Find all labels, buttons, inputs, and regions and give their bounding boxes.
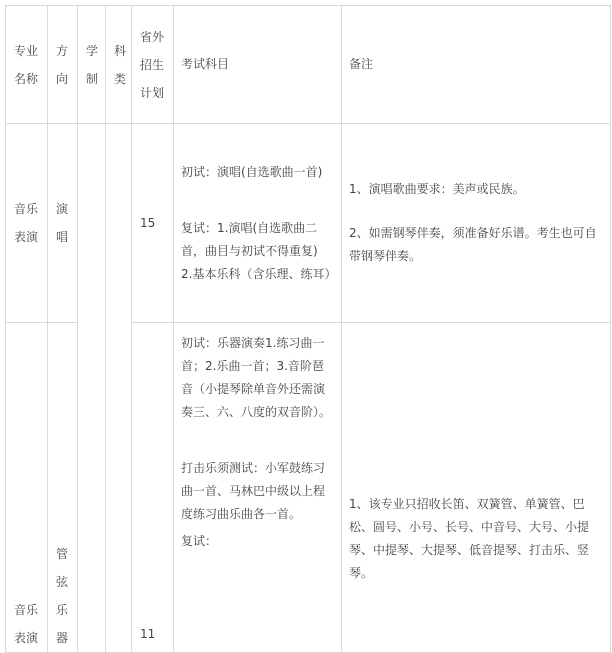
row-quota-cell: 11 (132, 323, 174, 653)
table-header-row (6, 6, 611, 124)
row-subjects-cell (174, 124, 342, 323)
subjects-retest: 复试： (181, 534, 218, 548)
row-subjects-cell (174, 323, 342, 653)
header-subjects: 考试科目 (174, 6, 342, 124)
remarks-line-1: 1、该专业只招收长笛、双簧管、单簧管、巴松、圆号、小号、长号、中音号、大号、小提琴、中提琴、大提琴、低音提琴、打击乐、竖琴。 (349, 497, 590, 580)
header-category: 科类 (106, 6, 132, 124)
row-major-cell: 音乐表演 (6, 124, 48, 323)
subjects-initial: 初试：演唱(自选歌曲一首) (181, 164, 323, 179)
remarks-line-1: 1、演唱歌曲要求：美声或民族。 (349, 182, 525, 196)
header-quota: 省外招生计划 (132, 6, 174, 124)
row-direction-cell: 演唱 (48, 124, 78, 323)
subjects-percussion: 打击乐须测试：小军鼓练习曲一首、马林巴中级以上程度练习曲乐曲各一首。 (181, 461, 326, 521)
row-remarks-cell (342, 124, 611, 323)
duration-cell (78, 124, 106, 653)
row-direction-cell: 管弦乐器 (48, 323, 78, 653)
header-remarks: 备注 (342, 6, 611, 124)
admissions-table (5, 5, 611, 653)
row-major-cell: 音乐表演 (6, 323, 48, 653)
row-remarks-cell (342, 323, 611, 653)
header-major-name: 专业名称 (6, 6, 48, 124)
remarks-line-2: 2、如需钢琴伴奏，须准备好乐谱。考生也可自带钢琴伴奏。 (349, 226, 597, 263)
header-direction: 方向 (48, 6, 78, 124)
row-quota-cell: 15 (132, 124, 174, 323)
category-cell (106, 124, 132, 653)
header-duration: 学制 (78, 6, 106, 124)
subjects-retest-2: 2.基本乐科（含乐理、练耳） (181, 266, 337, 281)
subjects-retest: 复试：1.演唱(自选歌曲二首，曲目与初试不得重复) (181, 220, 318, 258)
table-row (6, 124, 611, 323)
subjects-initial: 初试：乐器演奏1.练习曲一首；2.乐曲一首；3.音阶琶音（小提琴除单音外还需演奏三、六、八度的双音阶）。 (181, 336, 332, 419)
